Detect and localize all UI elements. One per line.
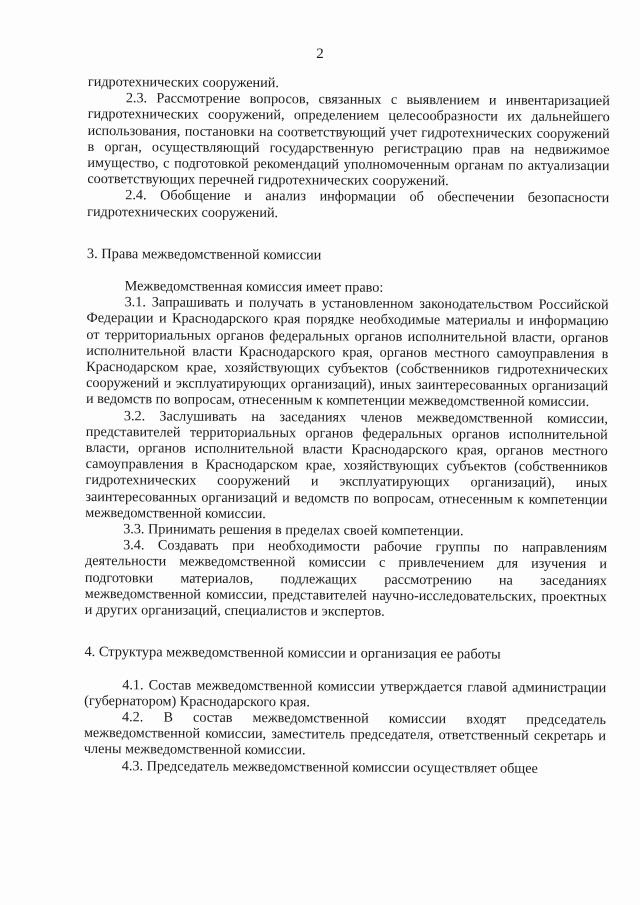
paragraph-2-4: 2.4. Обобщение и анализ информации об обеспечении безопасности гидротехнических сооружений. [87,187,610,221]
paragraph-3-3: 3.3. Принимать решения в пределах своей компетенции. [123,521,464,540]
section-3-heading: 3. Права межведомственной комиссии [86,245,322,264]
paragraph-4-1: 4.1. Состав межведомственной комиссии утверждается главой администрации (губернатором) Краснодарского края. [84,676,607,711]
section-3-intro: Межведомственная комиссия имеет право: [124,278,384,296]
paragraph-2-3: 2.3. Рассмотрение вопросов, связанных с выявлением и инвентаризацией гидротехнических сооружений, определением целесообразности их дальнейшего использования, постановки на соответствующий учет гидротехнических сооружений в орган, осуществляющий государственную регистрацию прав на недвижимое имущество, с подготовкой рекомендаций уполномоченным органам по актуализации соответствующих перечней гидротехнических сооружений. [87,90,610,190]
paragraph-continuation: гидротехнических сооружений. [87,74,279,92]
paragraph-4-2: 4.2. В состав межведомственной комиссии входят председатель межведомственной комиссии, заместитель председателя, ответственный секретарь и члены межведомственной комиссии. [83,709,607,759]
section-4-heading: 4. Структура межведомственной комиссии и организация ее работы [84,644,501,663]
paragraph-3-2: 3.2. Заслушивать на заседаниях членов межведомственной комиссии, представителей территориальных органов федеральных органов исполнительной власти, органов исполнительной власти Краснодарского края, органов местного самоуправления в Краснодарском крае, хозяйствующих субъектов (собственников гидротехнических сооружений и эксплуатирующих организаций), иных заинтересованных организаций и ведомств по вопросам, отнесенным к компетенции межведомственной комиссии. [85,407,608,522]
page-number: 2 [316,46,324,62]
paragraph-3-1: 3.1. Запрашивать и получать в установленном законодательством Российской Федерации и Краснодарского края порядке необходимые материалы и информацию от территориальных органов федеральных органов исполнительной власти, органов исполнительной власти Краснодарского края, органов местного самоуправления в Краснодарском крае, хозяйствующих субъектов (собственников гидротехнических сооружений и эксплуатирующих организаций), иных заинтересованных организаций и ведомств по вопросам, отнесенным к компетенции межведомственной комиссии. [85,294,609,411]
document-body [84,74,610,777]
paragraph-3-4: 3.4. Создавать при необходимости рабочие группы по направлениям деятельности межведомственной комиссии с привлечением для изучения и подготовки материалов, подлежащих рассмотрению на заседаниях межведомственной комиссии, представителей научно-исследовательских, проектных и других организаций, специалистов и экспертов. [84,537,608,620]
paragraph-4-3: 4.3. Председатель межведомственной комиссии осуществляет общее [121,757,538,777]
